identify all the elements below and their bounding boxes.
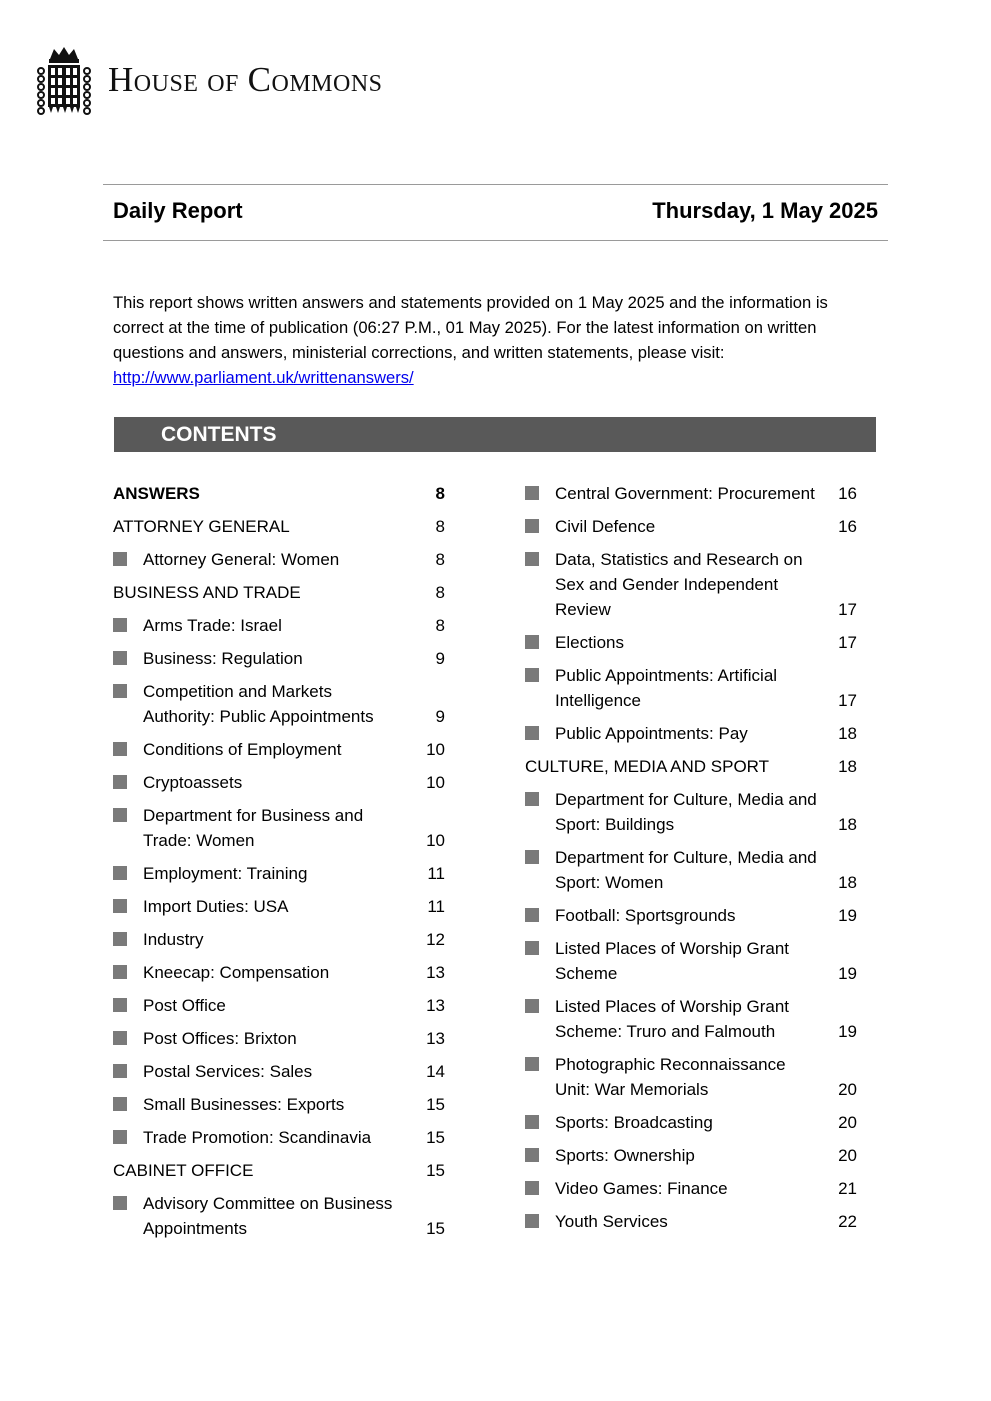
contents-item-label: Arms Trade: Israel <box>143 616 282 635</box>
contents-item-label: Sports: Broadcasting <box>555 1113 713 1132</box>
contents-item-label: Listed Places of Worship Grant Scheme: Truro and Falmouth <box>555 997 790 1041</box>
contents-item[interactable] <box>525 514 857 539</box>
contents-item-page: 19 <box>838 964 857 983</box>
contents-item-page: 15 <box>426 1128 445 1147</box>
contents-item-label: Trade Promotion: Scandinavia <box>143 1128 372 1147</box>
contents-item-label: Advisory Committee on Business Appointments <box>143 1194 393 1238</box>
contents-item-page: 8 <box>435 550 445 569</box>
contents-item[interactable] <box>113 927 445 952</box>
portcullis-icon <box>36 45 92 115</box>
contents-item-page: 15 <box>426 1095 445 1114</box>
contents-item-page: 22 <box>838 1212 857 1231</box>
contents-item-label: Elections <box>555 633 624 652</box>
contents-item[interactable] <box>525 481 857 506</box>
contents-item-page: 10 <box>426 773 445 792</box>
contents-item-page: 18 <box>838 815 857 834</box>
bullet-square-icon <box>525 1115 539 1129</box>
contents-item-page: 19 <box>838 906 857 925</box>
contents-item-page: 18 <box>838 724 857 743</box>
contents-item[interactable] <box>525 845 857 895</box>
contents-item-label: ATTORNEY GENERAL <box>113 517 290 536</box>
contents-item[interactable] <box>113 1191 445 1241</box>
contents-item-page: 17 <box>838 600 857 619</box>
contents-section-heading[interactable] <box>113 1158 445 1183</box>
bullet-square-icon <box>525 941 539 955</box>
bullet-square-icon <box>525 486 539 500</box>
intro-text: This report shows written answers and statements provided on 1 May 2025 and the information is correct at the time of publication (06:27 P.M., 01 May 2025). For the latest information on written questions and answers, ministerial corrections, and written statements, please visit: <box>113 293 828 362</box>
report-title: Daily Report <box>113 198 243 223</box>
contents-item-page: 13 <box>426 963 445 982</box>
contents-section-heading[interactable] <box>525 754 857 779</box>
contents-item-page: 16 <box>838 484 857 503</box>
bullet-square-icon <box>113 1064 127 1078</box>
contents-item[interactable] <box>113 993 445 1018</box>
contents-item[interactable] <box>113 679 445 729</box>
bullet-square-icon <box>113 1031 127 1045</box>
contents-item-page: 13 <box>426 996 445 1015</box>
contents-item-page: 21 <box>838 1179 857 1198</box>
bullet-square-icon <box>113 808 127 822</box>
contents-item-label: Public Appointments: Artificial Intelligence <box>555 666 778 710</box>
house-title: HOUSE OF COMMONS <box>108 60 383 99</box>
bullet-square-icon <box>525 792 539 806</box>
contents-item[interactable] <box>525 630 857 655</box>
contents-item-page: 9 <box>435 649 445 668</box>
report-date: Thursday, 1 May 2025 <box>652 198 878 223</box>
bullet-square-icon <box>113 1196 127 1210</box>
contents-item[interactable] <box>525 663 857 713</box>
contents-item-label: Central Government: Procurement <box>555 484 815 503</box>
bullet-square-icon <box>113 775 127 789</box>
contents-item-page: 8 <box>435 616 445 635</box>
contents-item-label: Sports: Ownership <box>555 1146 695 1165</box>
bullet-square-icon <box>525 850 539 864</box>
contents-item[interactable] <box>113 613 445 638</box>
bullet-square-icon <box>525 726 539 740</box>
contents-item-page: 10 <box>426 831 445 850</box>
contents-item[interactable] <box>525 547 857 622</box>
contents-item-page: 20 <box>838 1113 857 1132</box>
bullet-square-icon <box>113 684 127 698</box>
contents-item-page: 12 <box>426 930 445 949</box>
contents-item-label: Competition and Markets Authority: Public Appointments <box>143 682 374 726</box>
contents-item[interactable] <box>113 646 445 671</box>
bullet-square-icon <box>113 552 127 566</box>
bullet-square-icon <box>525 999 539 1013</box>
contents-item[interactable] <box>113 894 445 919</box>
contents-item[interactable] <box>525 1052 857 1102</box>
contents-item-label: Small Businesses: Exports <box>143 1095 345 1114</box>
contents-item-page: 20 <box>838 1146 857 1165</box>
contents-item-label: Department for Culture, Media and Sport: Women <box>555 848 817 892</box>
bullet-square-icon <box>113 866 127 880</box>
contents-item-page: 11 <box>427 897 445 916</box>
bullet-square-icon <box>525 519 539 533</box>
bullet-square-icon <box>113 651 127 665</box>
bullet-square-icon <box>113 1130 127 1144</box>
report-header <box>113 198 878 224</box>
contents-item[interactable] <box>525 1209 857 1234</box>
contents-item-page: 9 <box>435 707 445 726</box>
contents-item-page: 14 <box>426 1062 445 1081</box>
contents-section-heading[interactable] <box>113 580 445 605</box>
contents-item-label: Business: Regulation <box>143 649 303 668</box>
contents-item[interactable] <box>113 803 445 853</box>
contents-item-label: Attorney General: Women <box>143 550 340 569</box>
contents-item-label: Football: Sportsgrounds <box>555 906 736 925</box>
bullet-square-icon <box>113 618 127 632</box>
contents-item[interactable] <box>113 1092 445 1117</box>
contents-section-heading[interactable] <box>113 514 445 539</box>
bullet-square-icon <box>525 1181 539 1195</box>
contents-item[interactable] <box>113 770 445 795</box>
contents-item[interactable] <box>525 721 857 746</box>
contents-item-label: Conditions of Employment <box>143 740 342 759</box>
contents-column-left <box>113 481 445 1249</box>
bullet-square-icon <box>525 1057 539 1071</box>
contents-item-page: 10 <box>426 740 445 759</box>
contents-column-right <box>525 481 857 1242</box>
contents-item-page: 15 <box>426 1219 445 1238</box>
contents-heading <box>114 417 876 452</box>
bullet-square-icon <box>525 552 539 566</box>
contents-item-label: CABINET OFFICE <box>113 1161 254 1180</box>
contents-item-label: Postal Services: Sales <box>143 1062 313 1081</box>
header-top-rule <box>103 184 888 185</box>
contents-item-page: 8 <box>435 517 445 536</box>
contents-title: CONTENTS <box>161 422 277 446</box>
contents-item-page: 18 <box>838 873 857 892</box>
contents-item-label: CULTURE, MEDIA AND SPORT <box>525 757 770 776</box>
contents-item-label: Video Games: Finance <box>555 1179 728 1198</box>
contents-item-page: 19 <box>838 1022 857 1041</box>
contents-item-page: 18 <box>838 757 857 776</box>
contents-item[interactable] <box>525 903 857 928</box>
contents-item-page: 17 <box>838 633 857 652</box>
contents-item-label: Listed Places of Worship Grant Scheme <box>555 939 790 983</box>
bullet-square-icon <box>525 1148 539 1162</box>
intro-paragraph <box>113 290 883 390</box>
contents-item-label: BUSINESS AND TRADE <box>113 583 301 602</box>
header-bottom-rule <box>103 240 888 241</box>
contents-item[interactable] <box>113 1026 445 1051</box>
contents-item-page: 8 <box>435 583 445 602</box>
bullet-square-icon <box>525 908 539 922</box>
contents-item[interactable] <box>113 861 445 886</box>
bullet-square-icon <box>113 1097 127 1111</box>
contents-item-page: 11 <box>427 864 445 883</box>
contents-item-label: Cryptoassets <box>143 773 243 792</box>
contents-item[interactable] <box>525 787 857 837</box>
contents-item[interactable] <box>113 1059 445 1084</box>
contents-item-label: Department for Business and Trade: Women <box>143 806 364 850</box>
contents-item-label: Department for Culture, Media and Sport: Buildings <box>555 790 817 834</box>
contents-item[interactable] <box>113 547 445 572</box>
contents-item-label: Industry <box>143 930 204 949</box>
contents-item[interactable] <box>525 994 857 1044</box>
contents-section-heading[interactable] <box>113 481 445 506</box>
contents-item-page: 17 <box>838 691 857 710</box>
contents-item[interactable] <box>113 737 445 762</box>
contents-item-label: Photographic Reconnaissance Unit: War Memorials <box>555 1055 786 1099</box>
bullet-square-icon <box>113 899 127 913</box>
contents-item[interactable] <box>113 960 445 985</box>
contents-item-label: Employment: Training <box>143 864 308 883</box>
contents-item-page: 16 <box>838 517 857 536</box>
contents-item-page: 20 <box>838 1080 857 1099</box>
house-of-commons-logo <box>36 44 383 116</box>
contents-item[interactable] <box>525 1176 857 1201</box>
contents-item[interactable] <box>525 1143 857 1168</box>
contents-item-label: Post Office <box>143 996 226 1015</box>
contents-item-label: Data, Statistics and Research on Sex and Gender Independent Review <box>555 550 803 619</box>
contents-item-label: Youth Services <box>555 1212 668 1231</box>
contents-item-label: Public Appointments: Pay <box>555 724 748 743</box>
contents-item-page: 15 <box>426 1161 445 1180</box>
contents-item-label: Import Duties: USA <box>143 897 289 916</box>
bullet-square-icon <box>525 635 539 649</box>
contents-item-page: 13 <box>426 1029 445 1048</box>
bullet-square-icon <box>113 965 127 979</box>
bullet-square-icon <box>525 668 539 682</box>
contents-item[interactable] <box>525 1110 857 1135</box>
written-answers-link[interactable]: http://www.parliament.uk/writtenanswers/ <box>113 368 414 387</box>
contents-item-page: 8 <box>435 484 445 503</box>
contents-item-label: Kneecap: Compensation <box>143 963 330 982</box>
contents-item-label: ANSWERS <box>113 484 200 503</box>
bullet-square-icon <box>113 742 127 756</box>
contents-item-label: Post Offices: Brixton <box>143 1029 297 1048</box>
contents-item[interactable] <box>525 936 857 986</box>
contents-item-label: Civil Defence <box>555 517 656 536</box>
bullet-square-icon <box>113 998 127 1012</box>
bullet-square-icon <box>113 932 127 946</box>
bullet-square-icon <box>525 1214 539 1228</box>
contents-item[interactable] <box>113 1125 445 1150</box>
